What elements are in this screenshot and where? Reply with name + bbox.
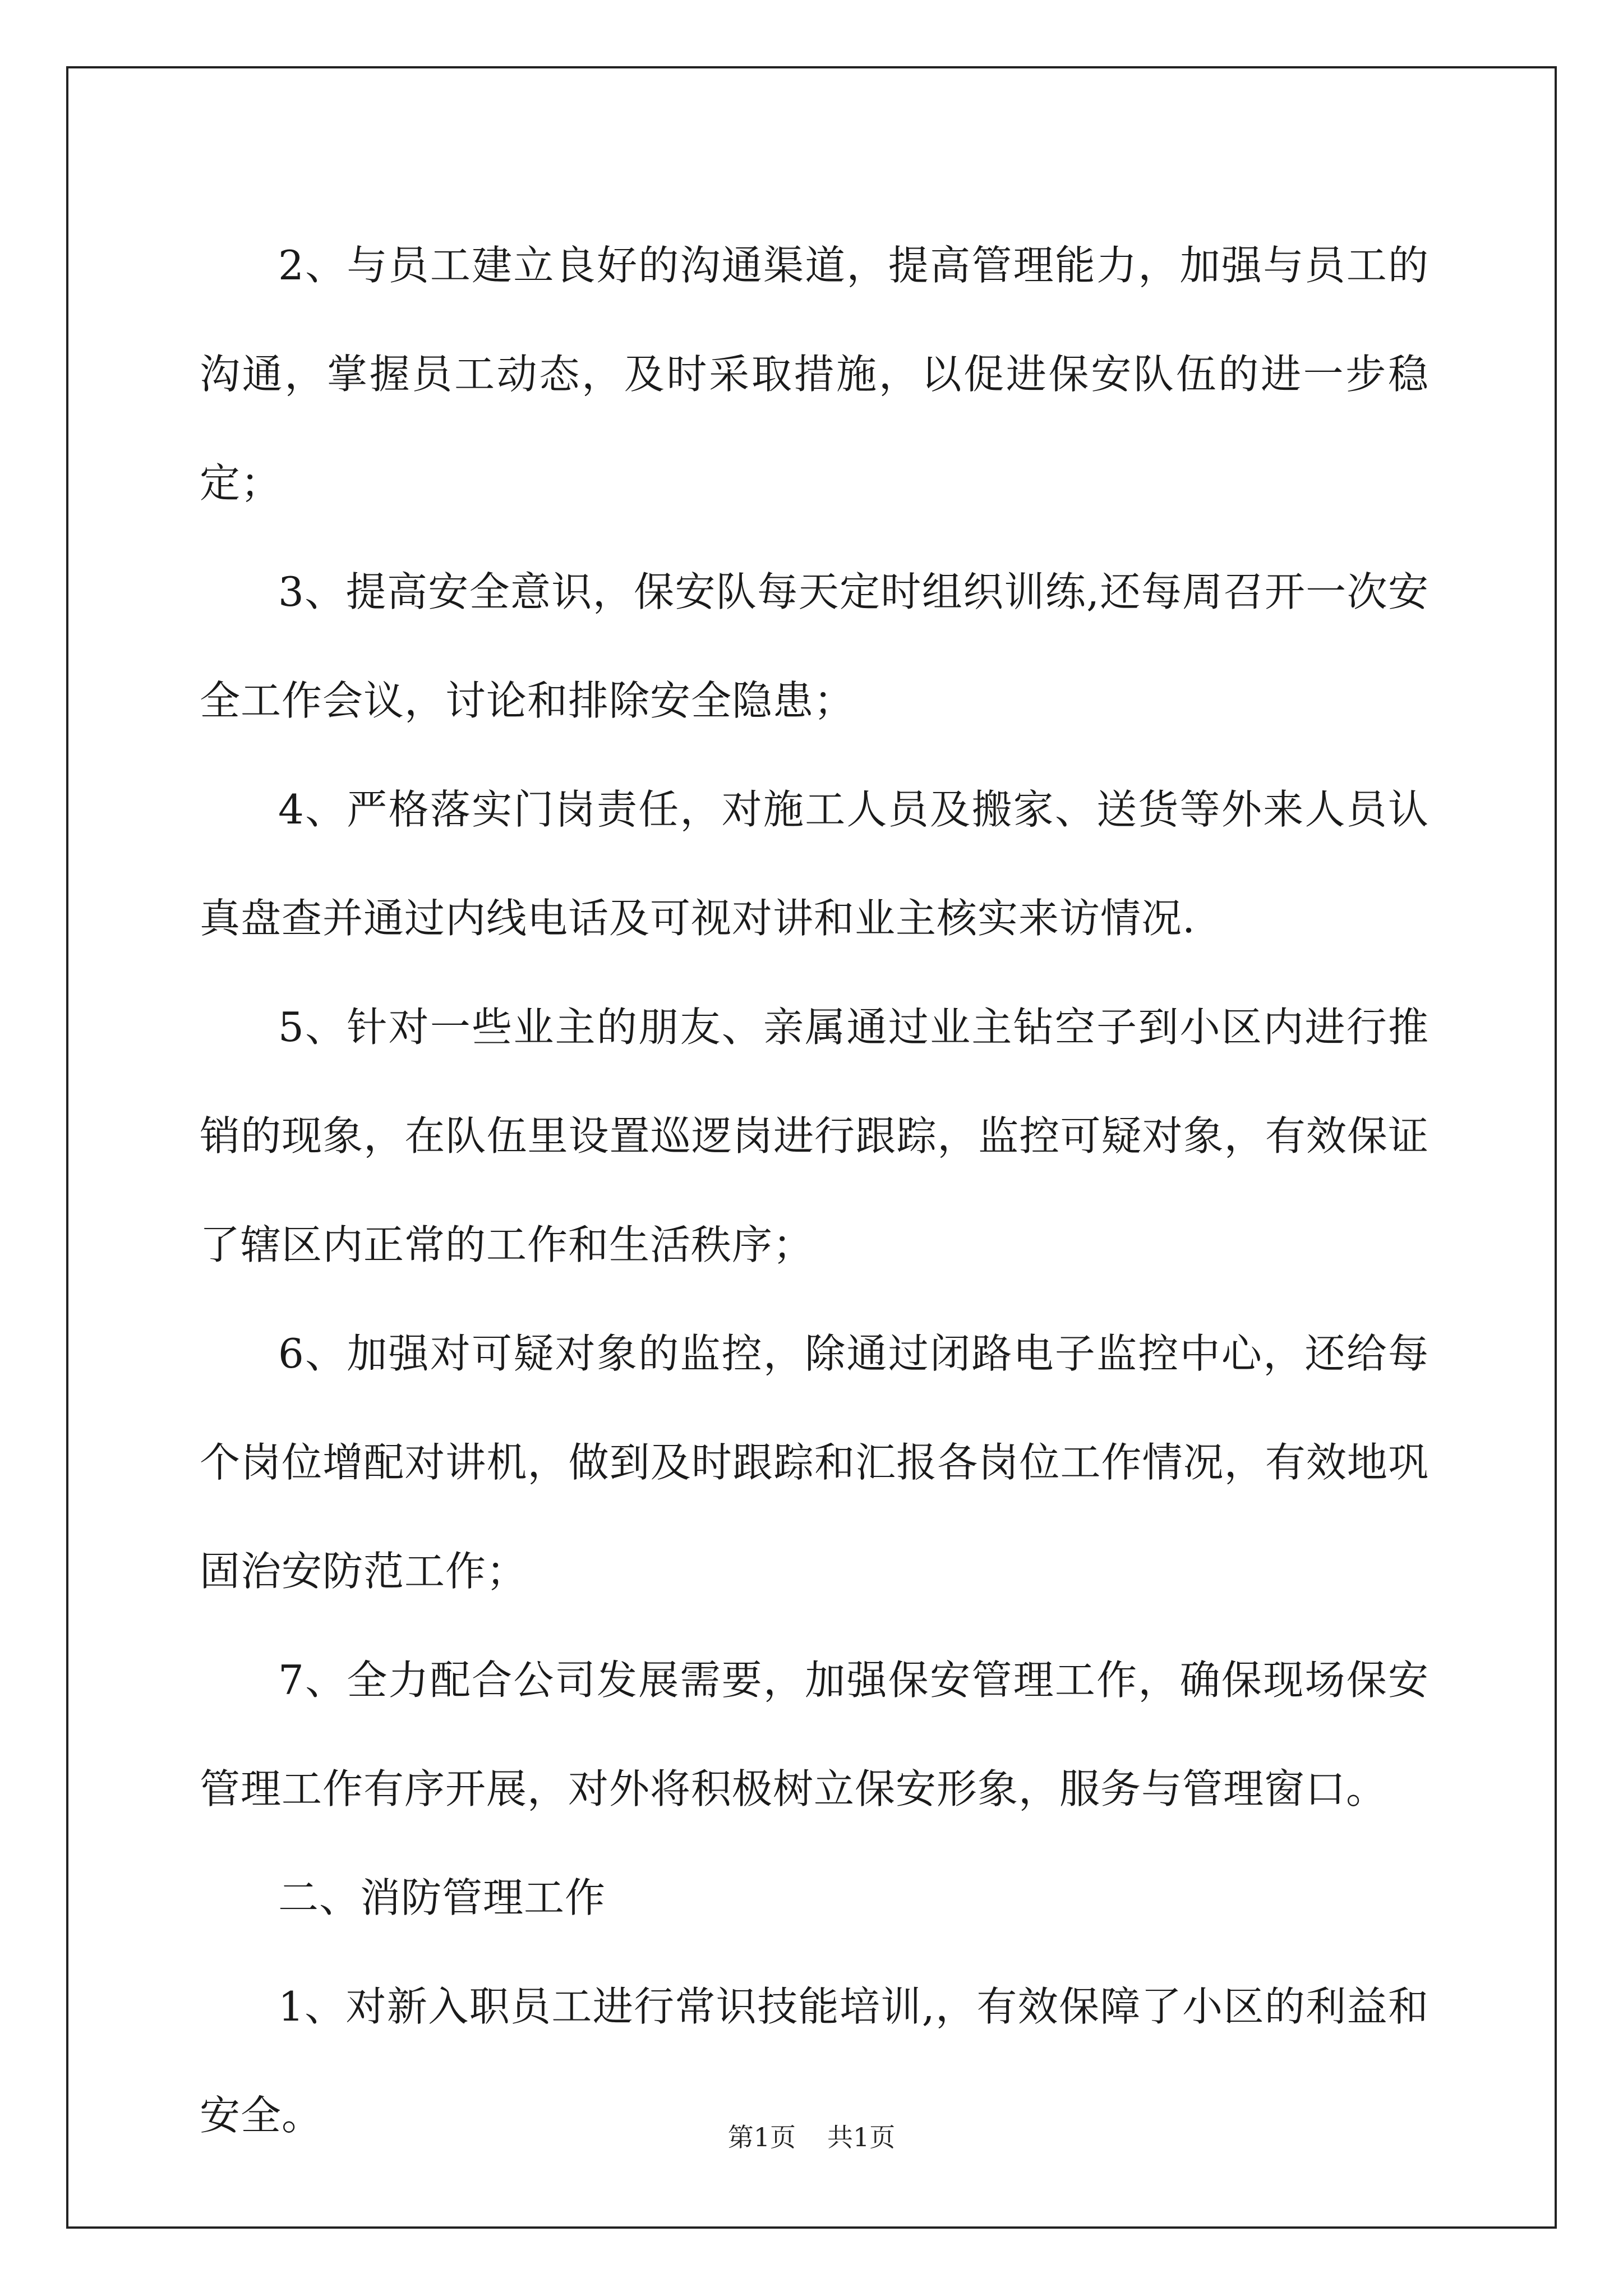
paragraph-item-2: 2、与员工建立良好的沟通渠道，提高管理能力，加强与员工的沟通，掌握员工动态，及时采取措施，以促进保安队伍的进一步稳定；: [200, 242, 1429, 507]
document-body: [200, 211, 1429, 2170]
paragraph-fire-item-1: 1、对新入职员工进行常识技能培训,，有效保障了小区的利益和安全。: [200, 1983, 1429, 2139]
paragraph-item-3: 3、提高安全意识，保安队每天定时组织训练,还每周召开一次安全工作会议，讨论和排除安全隐患；: [200, 568, 1429, 724]
section-heading-fire-management: 二、消防管理工作: [278, 1874, 606, 1921]
page-footer: [0, 2120, 1623, 2154]
paragraph-item-6: 6、加强对可疑对象的监控，除通过闭路电子监控中心，还给每个岗位增配对讲机，做到及时跟踪和汇报各岗位工作情况，有效地巩固治安防范工作；: [200, 1330, 1429, 1595]
paragraph-item-7: 7、全力配合公司发展需要，加强保安管理工作，确保现场保安管理工作有序开展，对外将积极树立保安形象，服务与管理窗口。: [200, 1657, 1429, 1812]
paragraph-item-5: 5、针对一些业主的朋友、亲属通过业主钻空子到小区内进行推销的现象，在队伍里设置巡逻岗进行跟踪，监控可疑对象，有效保证了辖区内正常的工作和生活秩序；: [200, 1004, 1429, 1268]
paragraph-item-4: 4、严格落实门岗责任，对施工人员及搬家、送货等外来人员认真盘查并通过内线电话及可视对讲和业主核实来访情况.: [200, 786, 1429, 942]
page-number-current: 第1页: [727, 2122, 796, 2152]
page-number-total: 共1页: [827, 2122, 896, 2152]
